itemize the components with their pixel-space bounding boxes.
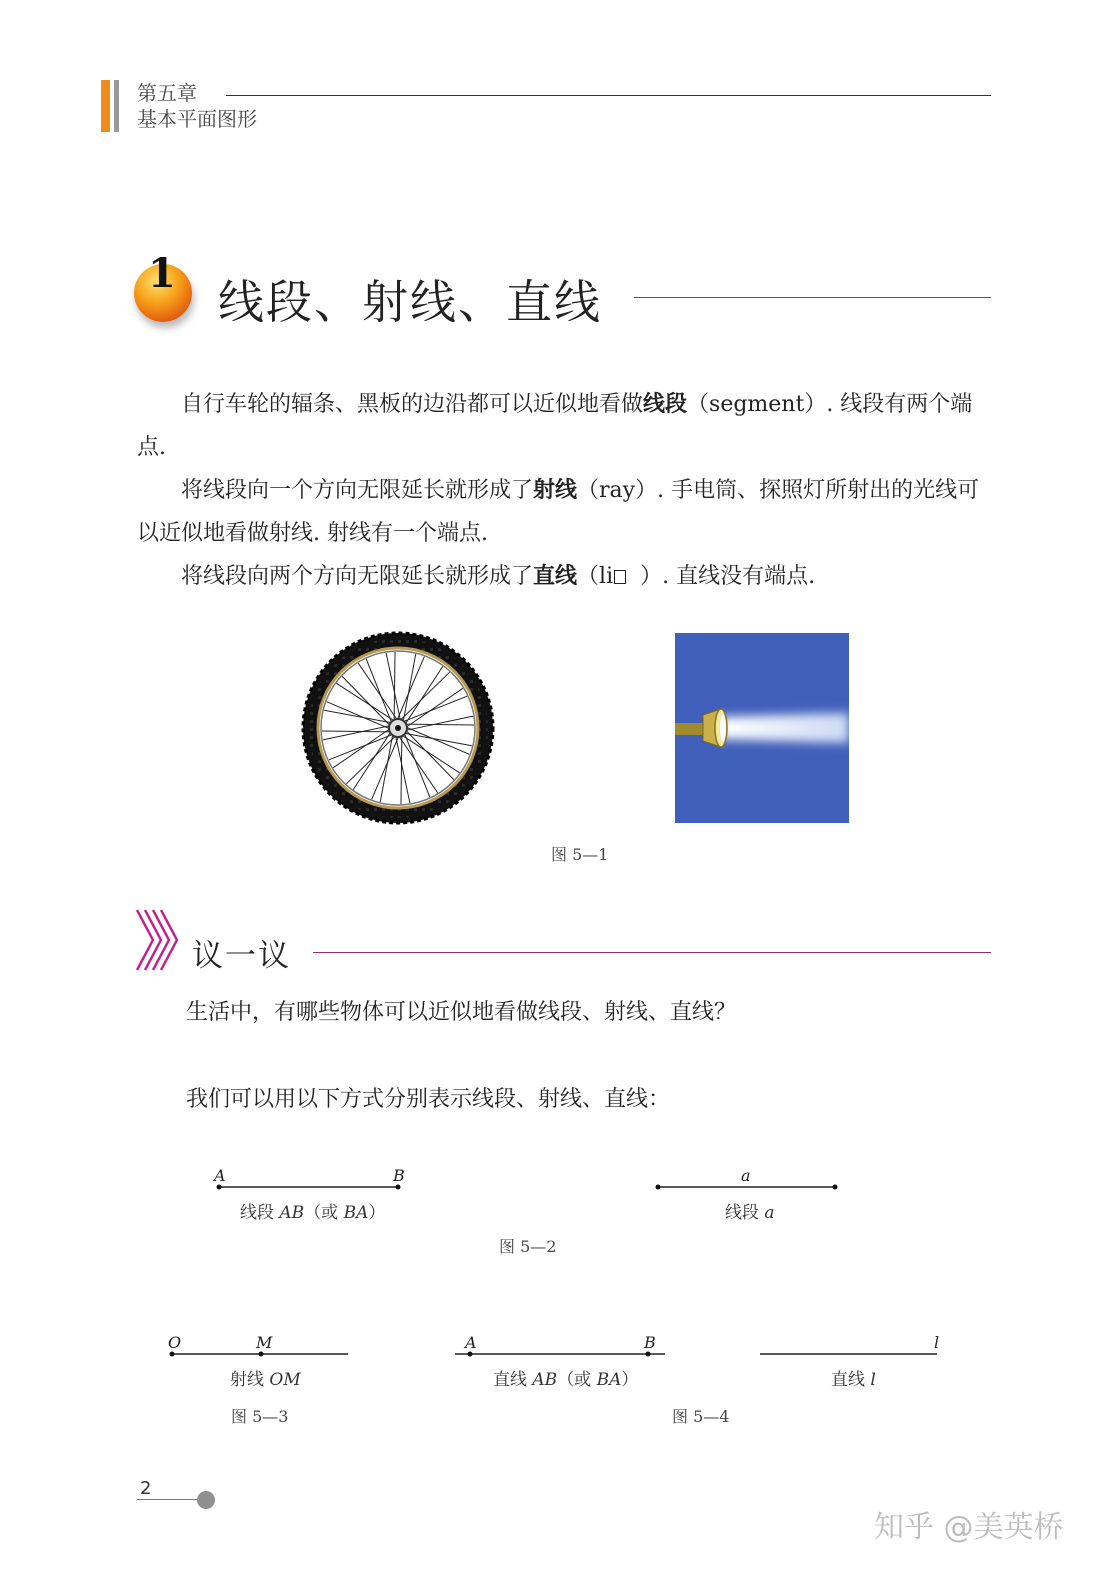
figure-5-1-caption: 图 5—1 [551, 845, 609, 864]
chapter-subtitle: 基本平面图形 [137, 107, 257, 131]
caption-text: ） [368, 1203, 386, 1223]
paragraph-text: 自行车轮的辐条、黑板的边沿都可以近似地看做 [181, 392, 644, 417]
caption-text: ） [621, 1370, 639, 1390]
paragraph-text: （li [577, 564, 614, 589]
paragraph-text: ）. 直线没有端点. [640, 564, 816, 589]
paragraph-line [137, 555, 992, 598]
header-accent-bar-gray [114, 80, 119, 132]
segment-a-caption [725, 1198, 775, 1223]
caption-var: AB [279, 1203, 305, 1223]
page-number-dot-icon [197, 1491, 215, 1509]
line-ab-caption [493, 1365, 638, 1390]
section-title-rule [634, 297, 991, 298]
term-line: 直线 [533, 564, 578, 589]
discussion-title: 议一议 [192, 938, 291, 974]
caption-text: 线段 [725, 1203, 765, 1223]
paragraph-text: （segment）. 线段有两个端点. [137, 392, 973, 460]
section-number: 1 [148, 250, 176, 297]
term-segment: 线段 [643, 392, 688, 417]
page-number-rule [137, 1499, 199, 1500]
point-label-b: B [393, 1166, 405, 1185]
segment-a-start-dot [656, 1185, 661, 1190]
caption-var: a [764, 1203, 775, 1223]
caption-var: AB [532, 1370, 558, 1390]
caption-text: 直线 [831, 1370, 871, 1390]
figure-5-4-caption: 图 5—4 [672, 1407, 730, 1426]
caption-var: l [870, 1370, 876, 1390]
paragraph-text: （ray）. 手电筒、探照灯所射出的光线可以近似地看做射线. 射线有一个端点. [137, 478, 980, 546]
line-point-label-b: B [644, 1333, 656, 1352]
bicycle-wheel-image [300, 630, 496, 826]
representation-intro: 我们可以用以下方式分别表示线段、射线、直线： [186, 1087, 671, 1112]
point-label-m: M [256, 1333, 273, 1352]
caption-text: 线段 [240, 1203, 280, 1223]
header-accent-bar [101, 80, 110, 132]
discussion-chevrons-icon [133, 907, 187, 973]
paragraph-text: 将线段向一个方向无限延长就形成了 [181, 478, 534, 503]
line-point-b-dot [646, 1352, 651, 1357]
paragraph-ray [137, 469, 992, 555]
ray-om-caption [230, 1365, 301, 1390]
flashlight-beam-image [675, 633, 849, 823]
point-a-dot [217, 1185, 222, 1190]
point-o-dot [170, 1352, 175, 1357]
watermark: 知乎 @美英桥 [874, 1510, 1064, 1545]
body-text [137, 383, 992, 598]
geometry-diagrams [0, 1170, 1110, 1370]
figure-5-2-caption: 图 5—2 [499, 1237, 557, 1256]
line-label-l: l [934, 1333, 940, 1352]
line-point-label-a: A [465, 1333, 477, 1352]
discussion-question: 生活中，有哪些物体可以近似地看做线段、射线、直线？ [186, 1000, 737, 1025]
caption-var: OM [269, 1370, 301, 1390]
section-title: 线段、射线、直线 [218, 275, 602, 329]
discussion-rule [313, 952, 991, 953]
caption-text: （或 [557, 1370, 597, 1390]
line-point-a-dot [468, 1352, 473, 1357]
segment-label-a: a [741, 1166, 751, 1185]
point-b-dot [396, 1185, 401, 1190]
term-ray: 射线 [533, 478, 578, 503]
caption-text: 射线 [230, 1370, 270, 1390]
line-l-caption [831, 1365, 876, 1390]
segment-ab-caption [240, 1198, 385, 1223]
chapter-header [137, 80, 257, 132]
point-label-o: O [168, 1333, 182, 1352]
segment-a-end-dot [833, 1185, 838, 1190]
page-number: 2 [140, 1478, 152, 1499]
point-m-dot [259, 1352, 264, 1357]
caption-var: BA [343, 1203, 369, 1223]
caption-text: 直线 [493, 1370, 533, 1390]
chapter-label: 第五章 [137, 81, 197, 105]
header-rule [226, 95, 991, 96]
point-label-a: A [214, 1166, 226, 1185]
missing-glyph-icon [614, 570, 626, 584]
caption-text: （或 [304, 1203, 344, 1223]
figure-5-3-caption: 图 5—3 [231, 1407, 289, 1426]
paragraph-text: 将线段向两个方向无限延长就形成了 [181, 564, 534, 589]
paragraph-segment [137, 383, 992, 469]
caption-var: BA [596, 1370, 622, 1390]
